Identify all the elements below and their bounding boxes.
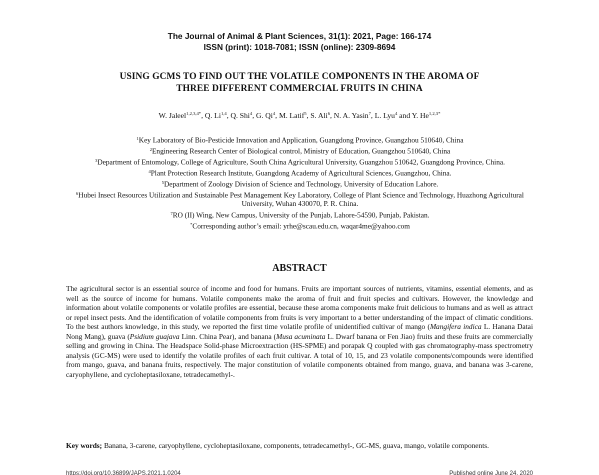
author: W. Jaleel — [158, 111, 187, 120]
journal-issn: ISSN (print): 1018-7081; ISSN (online): 2309-8694 — [203, 42, 396, 52]
abstract-segment: The agricultural sector is an essential source of income and food for humans. Fruits are important sources of nutrients, vitamins, essential elements, and as well as the source of income for humans. Volatile components make the aroma of fruit and fruit species and cultivars. However, the knowledge and information about volatile components or volatile profiles are essential, because these aroma components make fruit delicious to humans and as well as attract or repel insect pests. And the identification of volatile components from fruits is very important to a better understanding of the impact of climatic conditions. To the best authors knowledge, in this study, we reported the first time volatile profile of unidentified cultivar of mango ( — [66, 284, 533, 331]
affiliation — [60, 178, 540, 189]
author-separator: , — [201, 111, 205, 120]
author-separator: , — [370, 111, 375, 120]
author-affiliation-mark: 4 — [394, 111, 398, 116]
author-separator: , — [329, 111, 334, 120]
abstract-heading: ABSTRACT — [272, 263, 327, 274]
affiliation-list — [60, 134, 540, 231]
keywords — [66, 441, 533, 451]
abstract-segment: L. Dwarf banana or Fen Jiao) fruits and these fruits are commercially selling and growing in China. The Headspace Solid-phase Microextraction (HS-SPME) and porapak Q coupled with gas chromatography-mass spectrometry analysis (GC-MS) were used to identify the volatile profiles of each fruit cultivar. A total of 10, 15, and 23 volatile components/compounds were identified from mango, guava, and banana fruits, respectively. The major constitution of volatile components obtained from mango, guava, and banana was 3-carene, caryophyllene, and cycloheptasiloxane, tetradecamethyl-. — [66, 331, 533, 379]
affiliation-mark: 5 — [161, 179, 164, 185]
author: N. A. Yasin — [333, 111, 369, 120]
author-affiliation-mark: 6 — [327, 111, 330, 116]
affiliation-text: Department of Zoology Division of Science and Technology, University of Education Lahore. — [163, 179, 439, 189]
affiliation — [60, 134, 540, 145]
author-separator: , — [252, 111, 256, 120]
affiliation — [60, 167, 540, 178]
affiliation-mark: 3 — [95, 157, 98, 163]
doi-link[interactable]: https://doi.org/10.36899/JAPS.2021.1.0204 — [66, 471, 181, 475]
affiliation-mark: 1 — [136, 136, 139, 141]
journal-citation: The Journal of Animal & Plant Sciences, 31(1): 2021, Page: 166-174 — [167, 31, 432, 41]
affiliation — [60, 156, 540, 167]
abstract-text — [66, 284, 533, 379]
author-affiliation-mark: 1,2,3,4* — [186, 111, 202, 116]
affiliation-text: Plant Protection Research Institute, Guangdong Academy of Agricultural Sciences, Guangzhou, China. — [150, 168, 452, 178]
author-separator: , — [275, 111, 279, 120]
paper-title-line-1: USING GCMS TO FIND OUT THE VOLATILE COMPONENTS IN THE AROMA OF — [119, 72, 480, 82]
scientific-name: Mangifera indica — [429, 322, 482, 331]
corresponding-author-email: Corresponding author’s email: yrhe@scau.edu.cn, waqar4me@yahoo.com — [192, 221, 410, 231]
affiliation-text: Department of Entomology, College of Agriculture, South China Agricultural University, Guangzhou 510642, Guangdong Province, China. — [97, 157, 505, 167]
author: S. Ali — [310, 111, 328, 120]
author-separator: , — [226, 111, 231, 120]
author-affiliation-mark: 4 — [272, 111, 276, 116]
affiliation-mark: 4 — [148, 168, 151, 174]
author-affiliation-mark: 1,2,3* — [428, 111, 441, 116]
affiliation-mark: * — [190, 221, 193, 227]
author-affiliation-mark: 5 — [304, 111, 307, 116]
affiliation-mark: 7 — [170, 210, 173, 216]
abstract-segment: L. Hanana Datai Nong Mang), guava ( — [66, 322, 533, 341]
paper-title-line-2: THREE DIFFERENT COMMERCIAL FRUITS IN CHINA — [176, 84, 423, 94]
affiliation-text: Hubei Insect Resources Utilization and Sustainable Pest Management Key Laboratory, College of Plant Science and Technology, Huazhong Agricultural University, Wuhan 430070, P. R. China. — [78, 190, 524, 209]
page-footer — [66, 468, 533, 475]
corresponding-author — [60, 220, 540, 231]
author: Q. Li — [204, 111, 221, 120]
scientific-name: Musa acuminata — [276, 331, 326, 341]
author-separator: , — [306, 111, 311, 120]
author: M. Latif — [278, 111, 305, 120]
author: G. Qi — [256, 111, 273, 120]
keywords-text: Banana, 3-carene, caryophyllene, cycloheptasiloxane, components, tetradecamethyl-, GC-MS, guava, mango, volatile components. — [102, 441, 489, 450]
author-list — [0, 109, 599, 121]
scientific-name: Psidium guajava — [129, 331, 180, 341]
publication-date: Published online June 24, 2020 — [449, 471, 533, 475]
author-separator: and — [397, 111, 412, 120]
affiliation-text: RO (II) Wing, New Campus, University of the Punjab, Lahore-54590, Punjab, Pakistan. — [172, 210, 430, 220]
affiliation — [60, 145, 540, 156]
affiliation-mark: 6 — [76, 190, 79, 196]
keywords-label: Key words; — [66, 441, 103, 450]
affiliation — [60, 189, 540, 209]
author: Y. He — [411, 111, 429, 120]
author: Q. Shi — [230, 111, 250, 120]
affiliation — [60, 209, 540, 220]
author: L. Lyu — [374, 111, 395, 120]
author-affiliation-mark: 1,4 — [220, 111, 227, 116]
affiliation-text: Key Laboratory of Bio-Pesticide Innovation and Application, Guangdong Province, Guangzhou 510640, China — [138, 135, 464, 145]
abstract-segment: Linn. China Pear), and banana ( — [179, 331, 277, 341]
author-affiliation-mark: 4 — [249, 111, 253, 116]
affiliation-text: Engineering Research Center of Biological control, Ministry of Education, Guangzhou 510640, China — [151, 146, 451, 156]
author-affiliation-mark: 7 — [368, 111, 371, 116]
affiliation-mark: 2 — [149, 146, 152, 152]
